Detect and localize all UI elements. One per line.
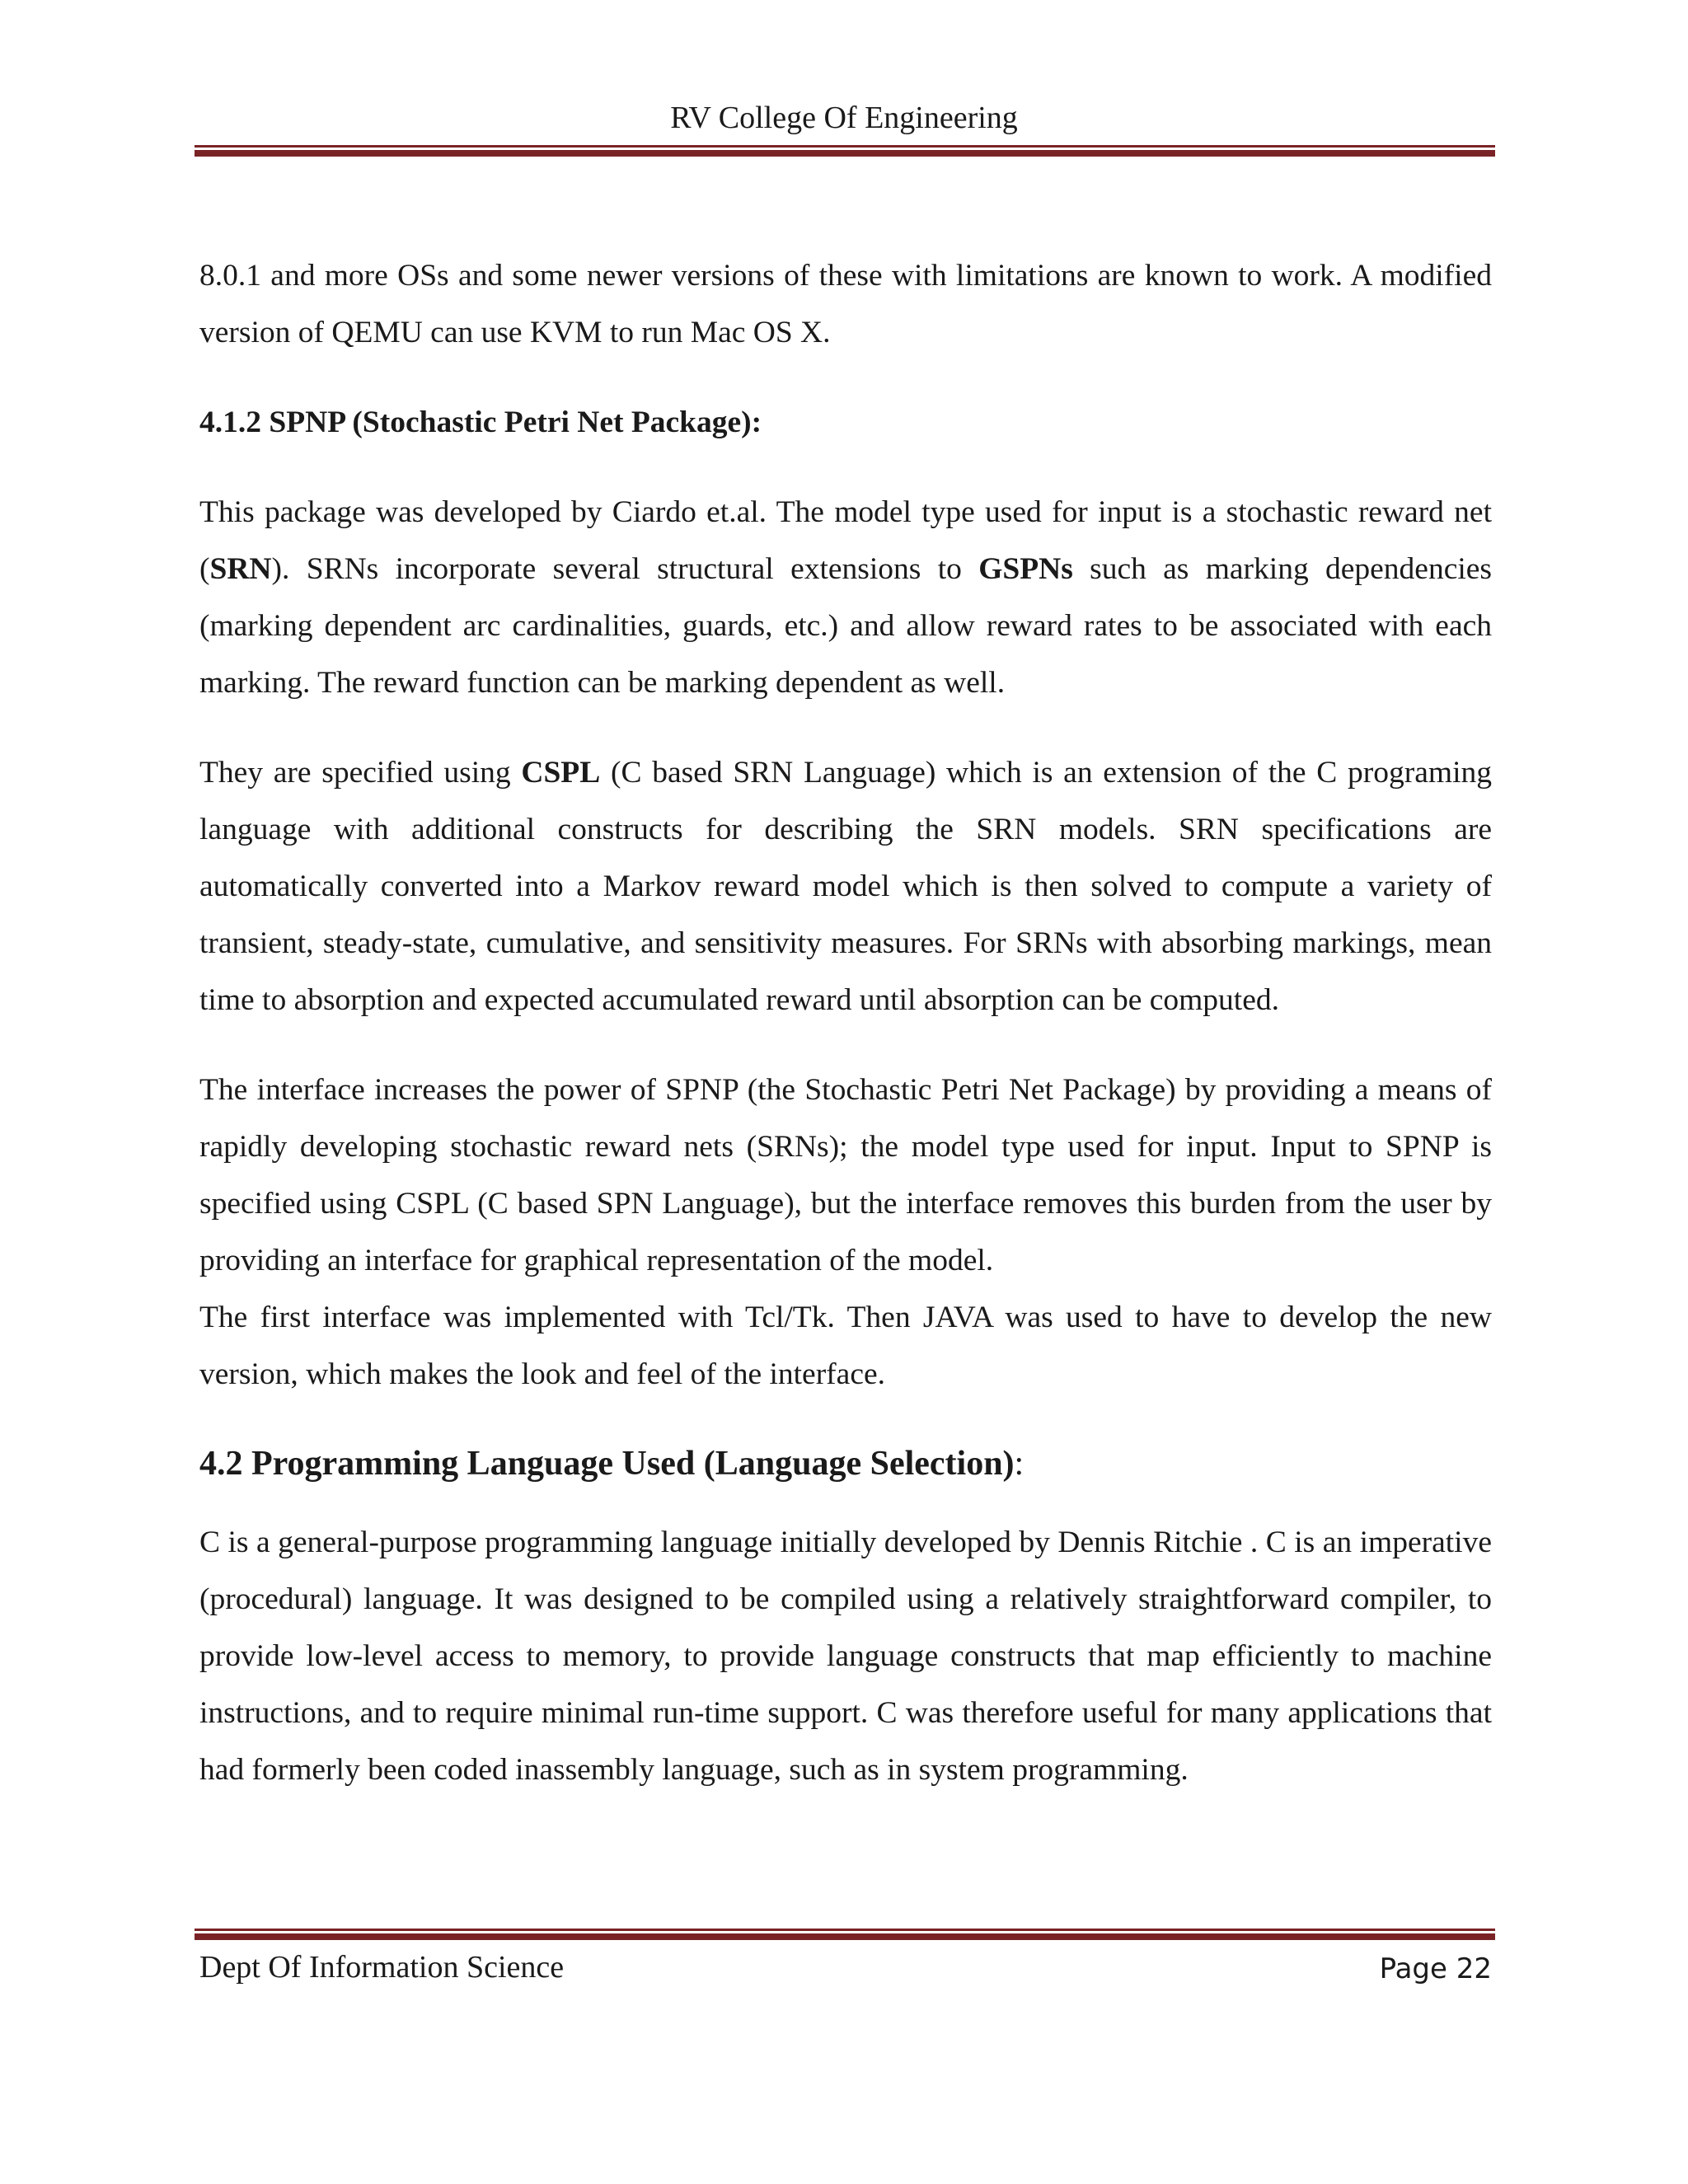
footer-rule-thick-line [195,1933,1495,1940]
text-run: This package was developed by Ciardo et.al. The model type used for input is a stochastic reward net ( [199,495,1492,586]
footer-page-number: Page 22 [1379,1952,1492,1985]
page-header-title: RV College Of Engineering [670,101,1018,135]
text-run: ). SRNs incorporate several structural extensions to [271,552,979,586]
paragraph-c-language: C is a general-purpose programming language initially developed by Dennis Ritchie . C is an imperative (procedural) language. It was designed to be compiled using a relatively straightforward compiler, to provide low-level access to memory, to provide language constructs that map efficiently to machine instructions, and to require minimal run-time support. C was therefore useful for many applications that had formerly been coded inassembly language, such as in system programming. [199,1526,1492,1787]
section-heading-4-2-text: 4.2 Programming Language Used (Language Selection) [199,1445,1015,1483]
text-run: They are specified using [199,756,522,790]
footer-rule [195,1929,1495,1940]
bold-term-cspl: CSPL [521,756,601,790]
section-heading-4-2 [199,1436,1492,1493]
header-rule-thin-line [195,145,1495,148]
page-body [199,247,1492,1831]
text-run: such as marking dependencies (marking dependent arc cardinalities, guards, etc.) and allow reward rates to be associated with each marking. The reward function can be marking dependent as well. [199,552,1492,700]
paragraph-cspl [199,744,1492,1029]
header-rule [195,145,1495,157]
bold-term-gspns: GSPNs [978,552,1073,586]
header-rule-thick-line [195,150,1495,157]
paragraph-interface: The interface increases the power of SPNP (the Stochastic Petri Net Package) by providing a means of rapidly developing stochastic reward nets (SRNs); the model type used for input. Input to SPNP is specified using CSPL (C based SPN Language), but the interface removes this burden from the user by providing an interface for graphical representation of the model. The first interface was implemented with Tcl/Tk. Then JAVA was used to have to develop the new version, which makes the look and feel of the interface. [199,1073,1492,1391]
footer-department: Dept Of Information Science [199,1950,565,1985]
paragraph-spnp-intro [199,484,1492,711]
text-run: (C based SRN Language) which is an extension of the C programing language with additional constructs for describing the SRN models. SRN specifications are automatically converted into a Markov reward model which is then solved to compute a variety of transient, steady-state, cumulative, and sensitivity measures. For SRNs with absorbing markings, mean time to absorption and expected accumulated reward until absorption can be computed. [199,756,1492,1017]
section-heading-4-1-2: 4.1.2 SPNP (Stochastic Petri Net Package): [199,405,762,439]
paragraph-os-support: 8.0.1 and more OSs and some newer versions of these with limitations are known to work. A modified version of QEMU can use KVM to run Mac OS X. [199,259,1492,349]
bold-term-srn: SRN [209,552,272,586]
section-heading-4-2-colon: : [1014,1445,1025,1483]
footer-rule-thin-line [195,1929,1495,1931]
